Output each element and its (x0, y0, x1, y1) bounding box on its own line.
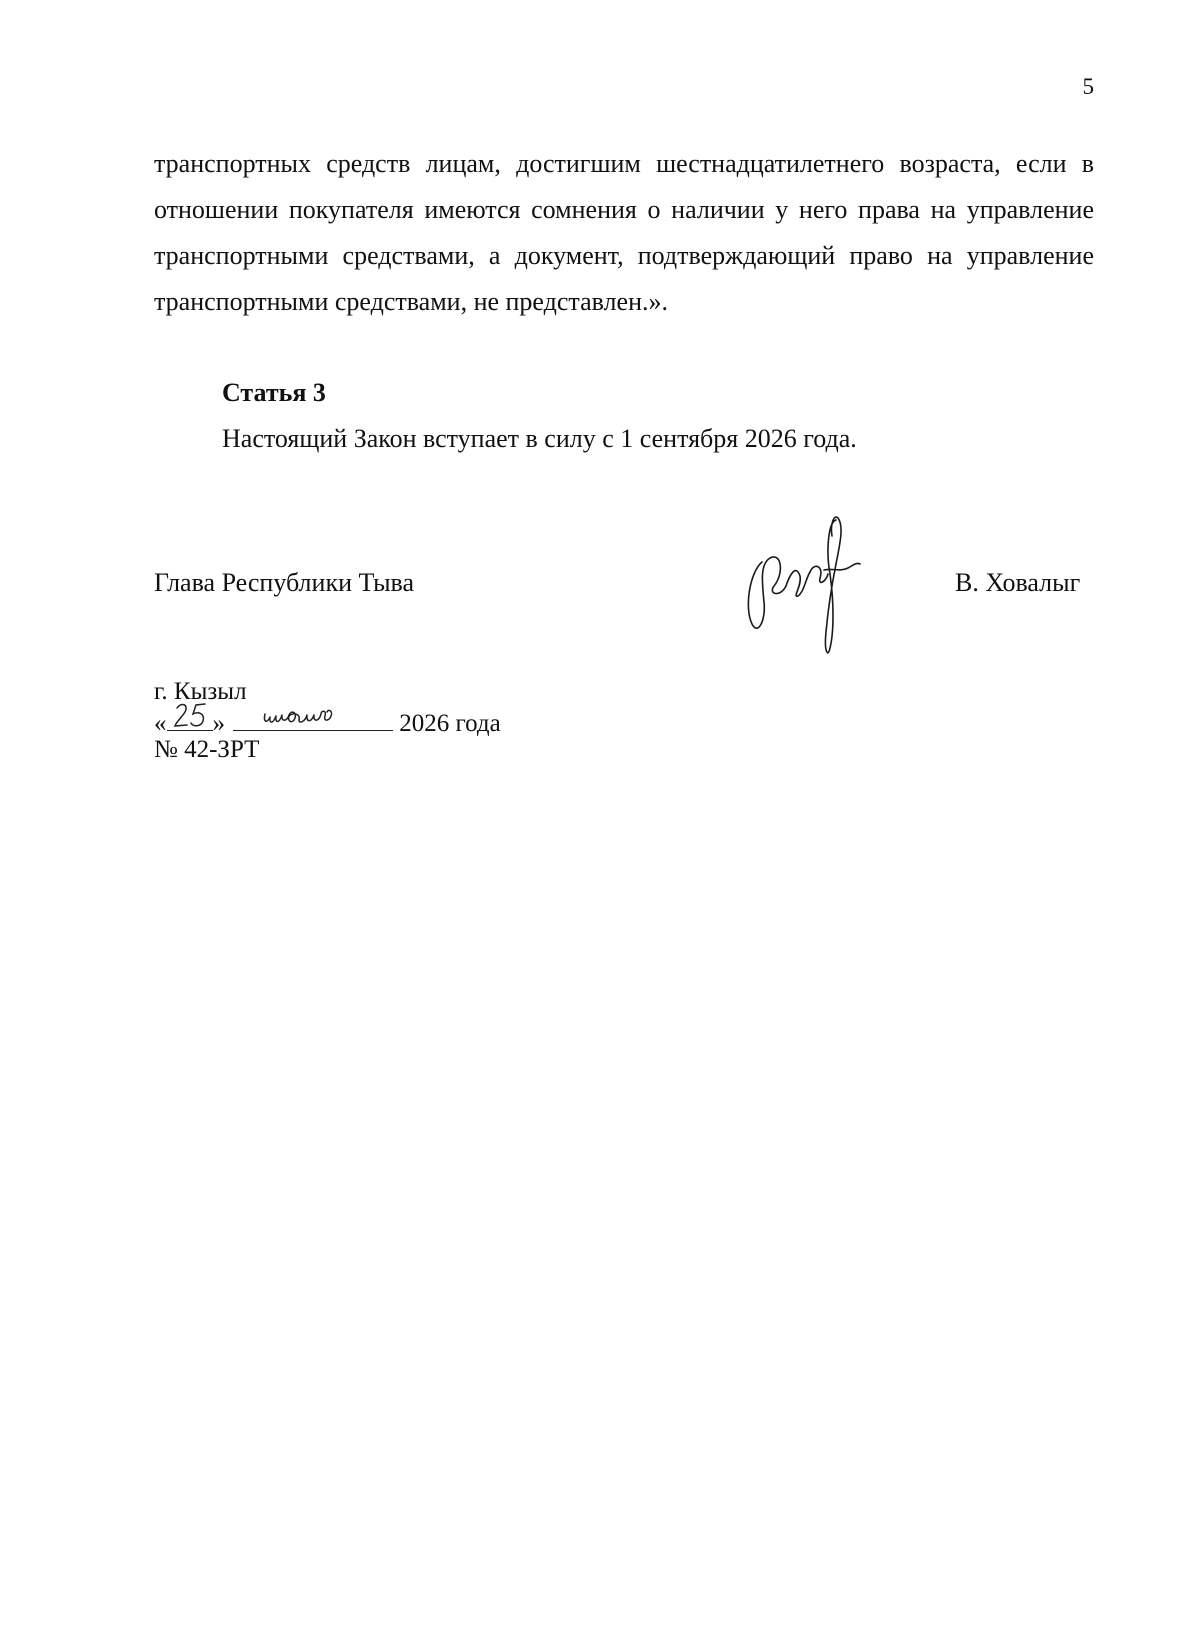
date-close-quote: » (212, 710, 225, 737)
body-paragraph: транспортных средств лицам, достигшим шестнадцатилетнего возраста, если в отношении покупателя имеются сомнения о наличии у него права на управление транспортными средствами, а документ, подтверждающий право на управление транспортными средствами, не представлен.». (154, 149, 1094, 316)
handwritten-month (233, 700, 393, 730)
date-month-field (233, 708, 393, 731)
date-open-quote: « (154, 710, 167, 737)
signer-name: В. Ховалыг (955, 568, 1081, 597)
signer-title: Глава Республики Тыва (154, 568, 415, 597)
article-heading: Статья 3 (222, 378, 326, 407)
date-day-field (167, 708, 213, 731)
handwritten-day (167, 700, 213, 730)
date-year: 2026 года (399, 710, 501, 737)
city: г. Кызыл (154, 678, 247, 705)
handwritten-signature (740, 512, 870, 662)
date-line (154, 708, 501, 738)
article-text: Настоящий Закон вступает в силу с 1 сентября 2026 года. (222, 424, 857, 453)
page-number: 5 (1082, 74, 1094, 99)
law-number: № 42-ЗРТ (154, 736, 260, 763)
